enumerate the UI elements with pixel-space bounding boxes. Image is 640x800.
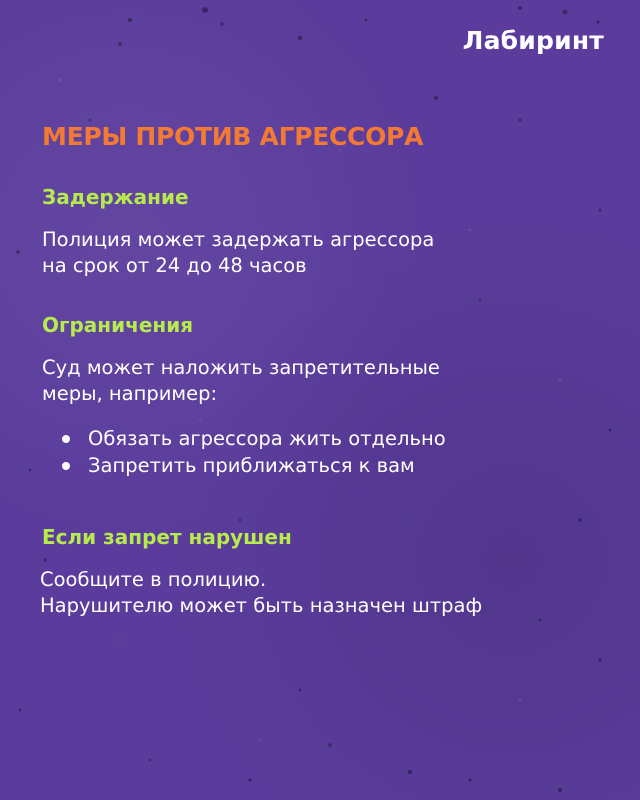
bullet-icon bbox=[62, 435, 70, 443]
bullet-icon bbox=[62, 462, 70, 470]
section-text bbox=[42, 355, 612, 407]
text-line: меры, например: bbox=[42, 382, 218, 405]
text-line: Полиция может задержать агрессора bbox=[42, 228, 435, 251]
page-title: МЕРЫ ПРОТИВ АГРЕССОРА bbox=[42, 122, 424, 151]
section-heading: Ограничения bbox=[42, 313, 194, 337]
bullet-list bbox=[62, 425, 612, 479]
list-item bbox=[62, 425, 612, 452]
section-heading: Задержание bbox=[42, 185, 189, 209]
section-detention bbox=[42, 185, 612, 279]
section-heading: Если запрет нарушен bbox=[42, 525, 292, 549]
brand-logo: Лабиринт bbox=[462, 26, 604, 55]
list-item-text: Запретить приближаться к вам bbox=[88, 454, 415, 477]
text-line: Суд может наложить запретительные bbox=[42, 356, 440, 379]
section-violation bbox=[42, 525, 612, 619]
text-line: Сообщите в полицию. bbox=[40, 568, 267, 591]
section-text bbox=[42, 227, 612, 279]
list-item bbox=[62, 452, 612, 479]
text-line: на срок от 24 до 48 часов bbox=[42, 254, 307, 277]
section-restrictions bbox=[42, 313, 612, 479]
list-item-text: Обязать агрессора жить отдельно bbox=[88, 427, 446, 450]
section-text bbox=[40, 567, 612, 619]
content bbox=[42, 122, 612, 619]
text-line: Нарушителю может быть назначен штраф bbox=[40, 594, 483, 617]
